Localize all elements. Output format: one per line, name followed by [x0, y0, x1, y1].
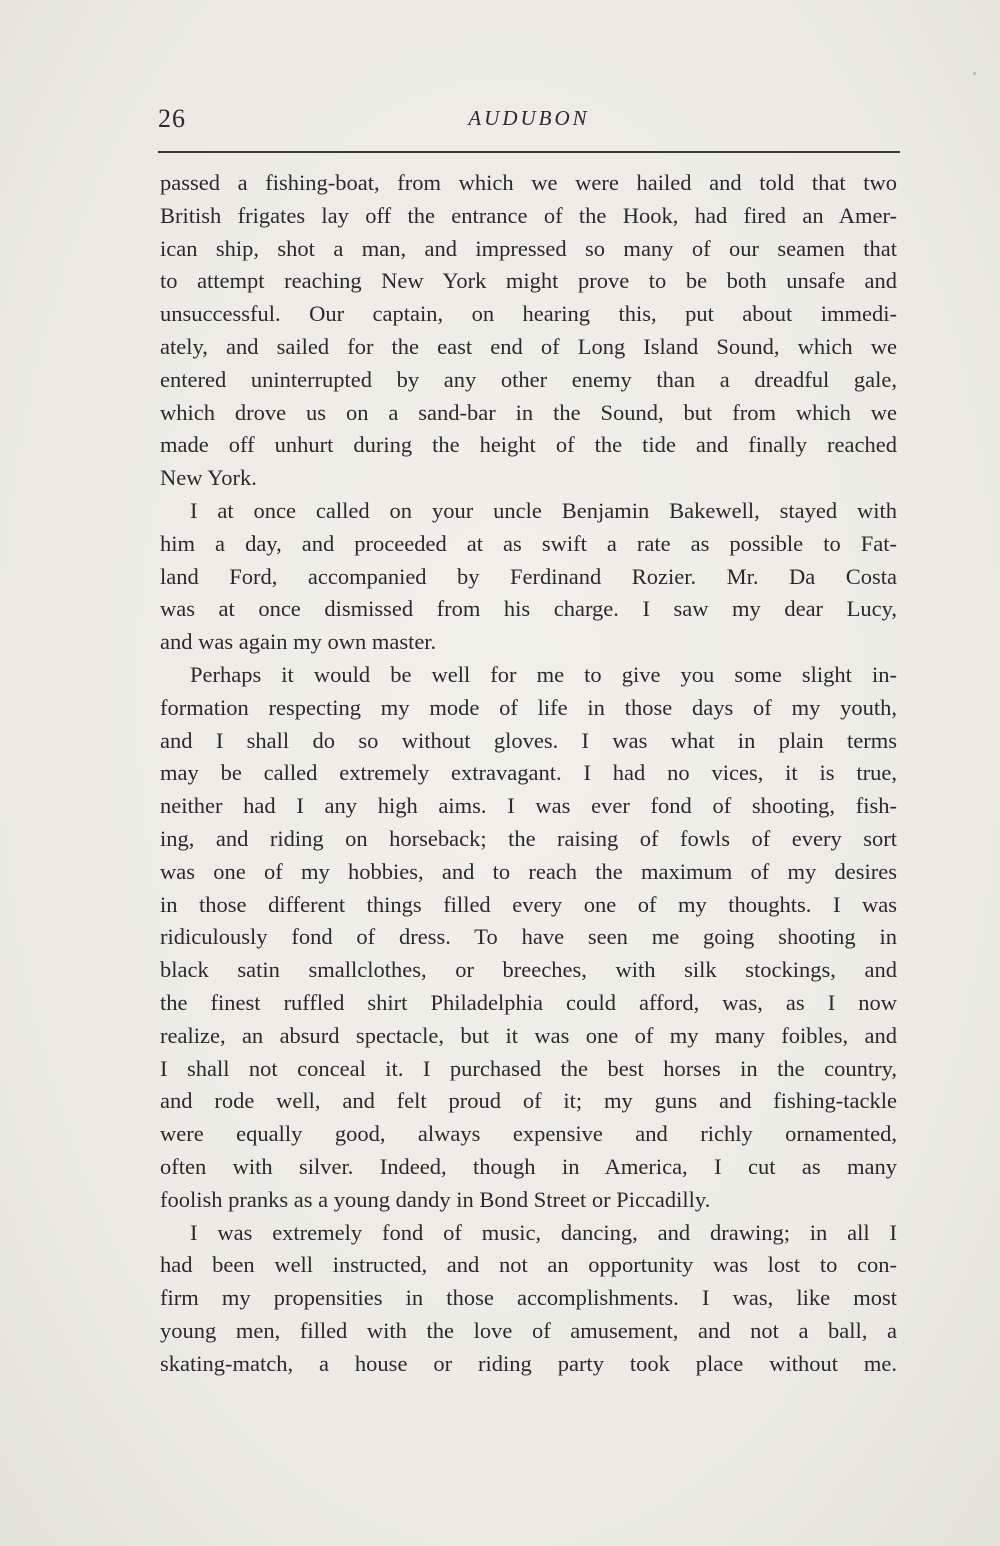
header-rule: [158, 151, 900, 153]
text-line: unsuccessful. Our captain, on hearing this, put about immedi-: [160, 301, 897, 327]
text-line: had been well instructed, and not an opportunity was lost to con-: [160, 1252, 897, 1278]
text-line: passed a fishing-boat, from which we were hailed and told that two: [160, 170, 897, 195]
text-line: firm my propensities in those accomplishments. I was, like most: [160, 1285, 897, 1311]
paragraph-1: [160, 167, 897, 495]
text-line: him a day, and proceeded at as swift a rate as possible to Fat-: [160, 530, 897, 556]
running-title: AUDUBON: [468, 106, 590, 130]
text-line: black satin smallclothes, or breeches, with silk stockings, and: [160, 957, 897, 983]
text-line: I was extremely fond of music, dancing, and drawing; in all I: [190, 1219, 897, 1245]
text-line: was at once dismissed from his charge. I saw my dear Lucy,: [160, 596, 897, 622]
paper-speck: [973, 72, 976, 75]
text-line: British frigates lay off the entrance of the Hook, had fired an Amer-: [160, 202, 897, 228]
text-line: ing, and riding on horseback; the raising of fowls of every sort: [160, 825, 897, 851]
text-line: and rode well, and felt proud of it; my guns and fishing-tackle: [160, 1088, 897, 1114]
text-line: was one of my hobbies, and to reach the maximum of my desires: [160, 858, 897, 884]
text-line: which drove us on a sand-bar in the Sound, but from which we: [160, 399, 897, 425]
text-line: in those different things filled every one of my thoughts. I was: [160, 891, 897, 917]
paragraph-3: [160, 659, 897, 1217]
text-line: New York.: [160, 465, 257, 491]
text-line: and was again my own master.: [160, 629, 437, 655]
body-text: [160, 167, 897, 1380]
text-line: I shall not conceal it. I purchased the best horses in the country,: [160, 1055, 897, 1081]
text-line: and I shall do so without gloves. I was what in plain terms: [160, 727, 897, 753]
text-line: to attempt reaching New York might prove to be both unsafe and: [160, 268, 897, 294]
text-line: skating-match, a house or riding party took place without me.: [160, 1350, 897, 1376]
text-line: were equally good, always expensive and richly ornamented,: [160, 1121, 897, 1147]
page-number: 26: [158, 104, 186, 133]
text-line: I at once called on your uncle Benjamin Bakewell, stayed with: [190, 497, 897, 523]
text-line: land Ford, accompanied by Ferdinand Rozier. Mr. Da Costa: [160, 563, 897, 589]
paragraph-4: [160, 1217, 897, 1381]
text-line: ridiculously fond of dress. To have seen me going shooting in: [160, 924, 897, 950]
text-line: may be called extremely extravagant. I had no vices, it is true,: [160, 760, 897, 786]
text-line: foolish pranks as a young dandy in Bond Street or Piccadilly.: [160, 1186, 711, 1212]
text-line: formation respecting my mode of life in those days of my youth,: [160, 694, 897, 720]
text-line: the finest ruffled shirt Philadelphia could afford, was, as I now: [160, 989, 897, 1015]
text-line: young men, filled with the love of amusement, and not a ball, a: [160, 1317, 897, 1343]
text-line: ican ship, shot a man, and impressed so many of our seamen that: [160, 235, 897, 261]
paragraph-2: [160, 495, 897, 659]
running-head: [158, 104, 900, 144]
text-line: neither had I any high aims. I was ever fond of shooting, fish-: [160, 793, 897, 819]
text-line: realize, an absurd spectacle, but it was one of my many foibles, and: [160, 1022, 897, 1048]
text-line: entered uninterrupted by any other enemy than a dreadful gale,: [160, 366, 897, 392]
text-line: ately, and sailed for the east end of Long Island Sound, which we: [160, 333, 897, 359]
text-line: made off unhurt during the height of the tide and finally reached: [160, 432, 897, 458]
text-line: often with silver. Indeed, though in America, I cut as many: [160, 1153, 897, 1179]
text-line: Perhaps it would be well for me to give you some slight in-: [190, 661, 897, 687]
